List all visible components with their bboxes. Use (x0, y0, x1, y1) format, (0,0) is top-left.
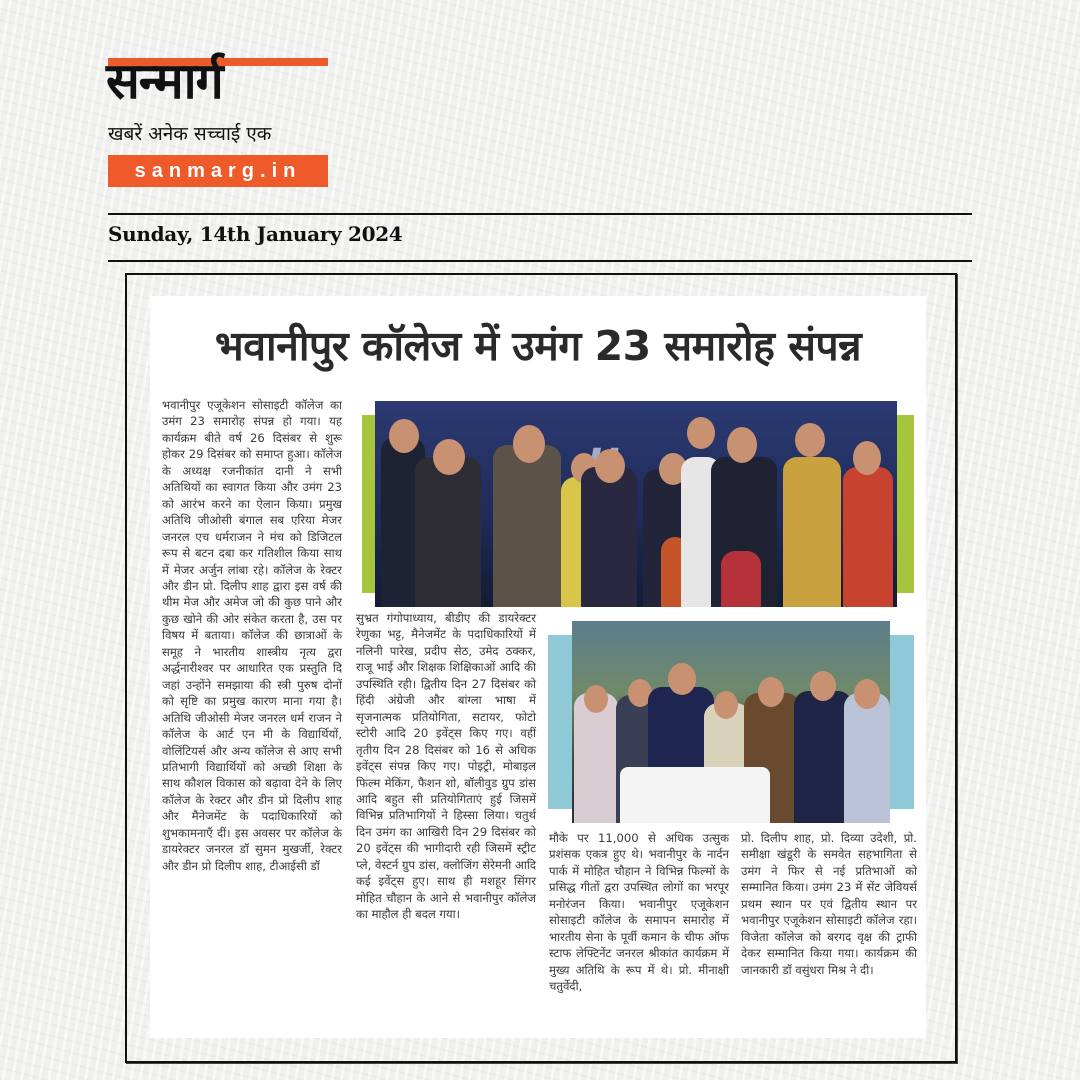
article-column-3: मौके पर 11,000 से अधिक उत्सुक प्रशंसक एकत्र हुए थे। भवानीपुर के नार्दन पार्क में मोहित चौहान ने विभिन्न फिल्मों के प्रसिद्ध गीतों द्वरा उपस्थित लोगों का भरपूर मनोरंजन किया। भवानीपुर एजूकेशन सोसाइटी कॉलेज के समापन समारोह में भारतीय सेना के पूर्वी कमान के चीफ ऑफ स्टाफ लेफ्टिनेंट जनरल श्रीकांत कार्यक्रम में मुख्य अतिथि के रूप में थे। प्रो. मीनाक्षी चतुर्वेदी, (549, 831, 729, 994)
photo-person (581, 467, 637, 607)
photo-person-head (668, 663, 696, 695)
photo-person (783, 457, 841, 607)
photo-person-head (758, 677, 784, 707)
article-column-4: प्रो. दिलीप शाह, प्रो. दिव्या उदेशी, प्रो. समीक्षा खंडूरी के समवेत सहभागिता से उमंग ने फिर से नई प्रतिभाओं को सम्मानित किया। उमंग 23 में सेंट जेवियर्स प्रथम स्थान पर एवं द्वितीय स्थान पर भवानीपुर एजूकेशन सोसाइटी कॉलेज रहा। विजेता कॉलेज को बरगद वृक्ष की ट्राफी देकर सम्मानित किया गया। कार्यक्रम की जानकारी डॉ वसुंधरा मिश्र ने दी। (741, 831, 917, 977)
photo1-accent-right (896, 415, 914, 593)
photo-person-head (853, 441, 881, 475)
masthead-tagline: खबरें अनेक सच्चाई एक (108, 123, 272, 145)
site-url-badge: sanmarg.in (108, 155, 328, 187)
masthead-logo: सन्मार्ग (106, 52, 223, 110)
article-column-1: भवानीपुर एजूकेशन सोसाइटी कॉलेज का उमंग 23 समारोह संपन्न हो गया। यह कार्यक्रम बीते वर्ष 26 दिसंबर से शुरू होकर 29 दिसंबर को समाप्त हुआ। कॉलेज के अध्यक्ष रजनीकांत दानी ने सभी अतिथियों का स्वागत किया और उमंग 23 को आरंभ करने का ऐलान किया। प्रमुख अतिथि जीओसी बंगाल सब एरिया मेजर जनरल एच धर्मराजन ने मंच को डिजिटल रूप से बटन दबा कर गतिशील किया साथ में मेजर अर्जुन लांबा रहे। कॉलेज के रेक्टर और डीन प्रो. दिलीप शाह द्वारा इस वर्ष की थीम मेज और अमेज जो की कुछ पाने और कुछ खोने की ओर संकेत करता है, उस पर विषय में बताया। कॉलेज की छात्राओं के समूह ने भारतीय शास्त्रीय नृत्य द्वरा अर्द्धनारीश्वर पर आधारित एक प्रस्तुति दि जहां उन्होंने समझाया की स्त्री पुरुष दोनों को सृष्टि का प्रमुख कारण माना गया है। अतिथि जीओसी मेजर जनरल धर्म राजन ने कॉलेज के आर्ट एन मी के विद्यार्थियों, वोलिंटियर्स और अन्य कॉलेज से आए सभी प्रतिभागी विद्यार्थियों को अच्छी शिक्षा के साथ कौशल विकास को बढ़ावा देने के लिए कॉलेज के रेक्टर और डीन प्रो दिलीप शाह और मैनेजमेंट के पदाधिकारियों को शुभकामनाएँ दीं। इस अवसर पर कॉलेज के डायरेक्टर जनरल डॉ सुमन मुखर्जी, रेक्टर और डीन प्रो दिलीप शाह, टीआईसी डॉ (162, 398, 342, 873)
photo2-accent-left (548, 635, 574, 809)
photo2-accent-right (890, 635, 914, 809)
photo-person-head (584, 685, 608, 713)
photo-person-trousers (721, 551, 761, 607)
article-headline: भवानीपुर कॉलेज में उमंग 23 समारोह संपन्न (214, 322, 862, 370)
divider-bottom (108, 260, 972, 262)
trophy-presentation-photo (572, 621, 890, 823)
photo-person-head (389, 419, 419, 453)
photo-person-head (433, 439, 465, 475)
photo-person-head (687, 417, 715, 449)
photo-person-head (714, 691, 738, 719)
photo-table (620, 767, 770, 823)
article-column-2: सुभ्रत गंगोपाध्याय, बीडीए की डायरेक्टर रेणुका भट्ट, मैनेजमेंट के पदाधिकारियों में नलिनी पारेख, प्रदीप सेठ, उमेद ठक्कर, राजू भाई और शिक्षक शिक्षिकाओं आदि की उपस्थिति रही। द्वितीय दिन 27 दिसंबर को हिंदी अंग्रेजी और बांग्ला भाषा में सृजनात्मक प्रतियोगिता, सटायर, फोटो स्टोरी आदि 20 इवेंट्स किए गए। वहीं तृतीय दिन 28 दिसंबर को 16 से अधिक इवेंट्स संपन्न किए गए। पोइट्री, मोबाइल फिल्म मेकिंग, फैशन शो, बॉलीवुड ग्रुप डांस आदि बहुत सी प्रतियोगिताएं हुई जिसमें विभिन्न प्रतिभागियों ने हिस्सा लिया। चतुर्थ दिन उमंग का आखिरी दिन 29 दिसंबर को 20 इवेंट्स की भागीदारी रही जिसमें स्ट्रीट प्ले, वेस्टर्न ग्रुप डांस, क्लोजिंग सेरेमनी आदि कई इवेंट्स हुए। साथ ही मशहूर सिंगर मोहित चौहान के आने से भवानीपुर कॉलेज का माहौल ही बदल गया। (356, 611, 536, 922)
photo-person-head (810, 671, 836, 701)
photo-person (844, 693, 890, 823)
photo-person (843, 467, 893, 607)
publication-date: Sunday, 14th January 2024 (108, 222, 403, 246)
photo-person-head (727, 427, 757, 463)
photo-person (493, 445, 561, 607)
photo-person-head (513, 425, 545, 463)
photo-person-head (795, 423, 825, 457)
photo-person (415, 457, 481, 607)
photo-person-head (854, 679, 880, 709)
photo-person-head (595, 449, 625, 483)
divider-top (108, 213, 972, 215)
group-photo-stage (375, 401, 897, 607)
